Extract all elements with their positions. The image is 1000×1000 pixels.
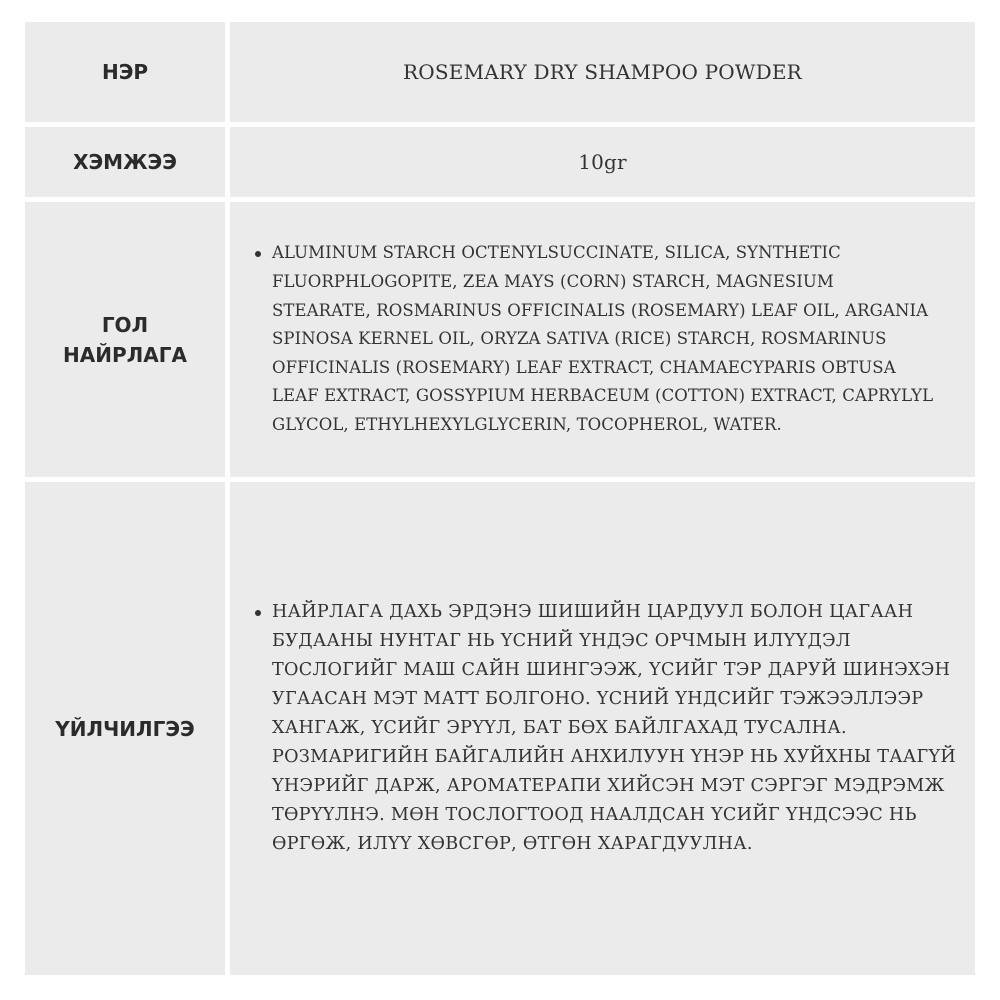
ingredients-label-cell (25, 202, 225, 477)
product-name: ROSEMARY DRY SHAMPOO POWDER (403, 60, 802, 84)
benefits-value-cell (230, 482, 975, 975)
ingredients-list (255, 239, 935, 439)
benefits-label: ҮЙЛЧИЛГЭЭ (55, 716, 195, 741)
name-label: НЭР (101, 60, 149, 84)
size-value-cell (230, 127, 975, 197)
size-label-cell (25, 127, 225, 197)
ingredients-value-cell (230, 202, 975, 477)
benefits-item: НАЙРЛАГА ДАХЬ ЭРДЭНЭ ШИШИЙН ЦАРДУУЛ БОЛОН ЦАГААН БУДААНЫ НУНТАГ НЬ ҮСНИЙ ҮНДЭС ОРЧМЫН ИЛҮҮДЭЛ ТОСЛОГИЙГ МАШ САЙН ШИНГЭЭЖ, ҮСИЙГ ТЭР ДАРУЙ ШИНЭХЭН УГААСАН МЭТ МАТТ БОЛГОНО. ҮСНИЙ ҮНДСИЙГ ТЭЖЭЭЛЛЭЭР ХАНГАЖ, ҮСИЙГ ЭРҮҮЛ, БАТ БӨХ БАЙЛГАХАД ТУСАЛНА. РОЗМАРИГИЙН БАЙГАЛИЙН АНХИЛУУН ҮНЭР НЬ ХУЙХНЫ ТААГҮЙ ҮНЭРИЙГ ДАРЖ, АРОМАТЕРАПИ ХИЙСЭН МЭТ СЭРГЭГ МЭДРЭМЖ ТӨРҮҮЛНЭ. МӨН ТОСЛОГТООД НААЛДСАН ҮСИЙГ ҮНДСЭЭС НЬ ӨРГӨЖ, ИЛҮҮ ХӨВСГӨР, ӨТГӨН ХАРАГДУУЛНА. (255, 598, 957, 859)
product-size: 10gr (578, 150, 627, 174)
ingredients-label: ГОЛ НАЙРЛАГА (63, 312, 187, 367)
size-label: ХЭМЖЭЭ (73, 150, 177, 174)
benefits-label-cell (25, 482, 225, 975)
name-label-cell (25, 22, 225, 122)
ingredients-item: ALUMINUM STARCH OCTENYLSUCCINATE, SILICA, SYNTHETIC FLUORPHLOGOPITE, ZEA MAYS (CORN) STARCH, MAGNESIUM STEARATE, ROSMARINUS OFFICINALIS (ROSEMARY) LEAF OIL, ARGANIA SPINOSA KERNEL OIL, ORYZA SATIVA (RICE) STARCH, ROSMARINUS OFFICINALIS (ROSEMARY) LEAF EXTRACT, CHAMAECYPARIS OBTUSA LEAF EXTRACT, GOSSYPIUM HERBACEUM (COTTON) EXTRACT, CAPRYLYL GLYCOL, ETHYLHEXYLGLYCERIN, TOCOPHEROL, WATER. (255, 239, 935, 439)
benefits-list (255, 598, 957, 859)
name-value-cell (230, 22, 975, 122)
